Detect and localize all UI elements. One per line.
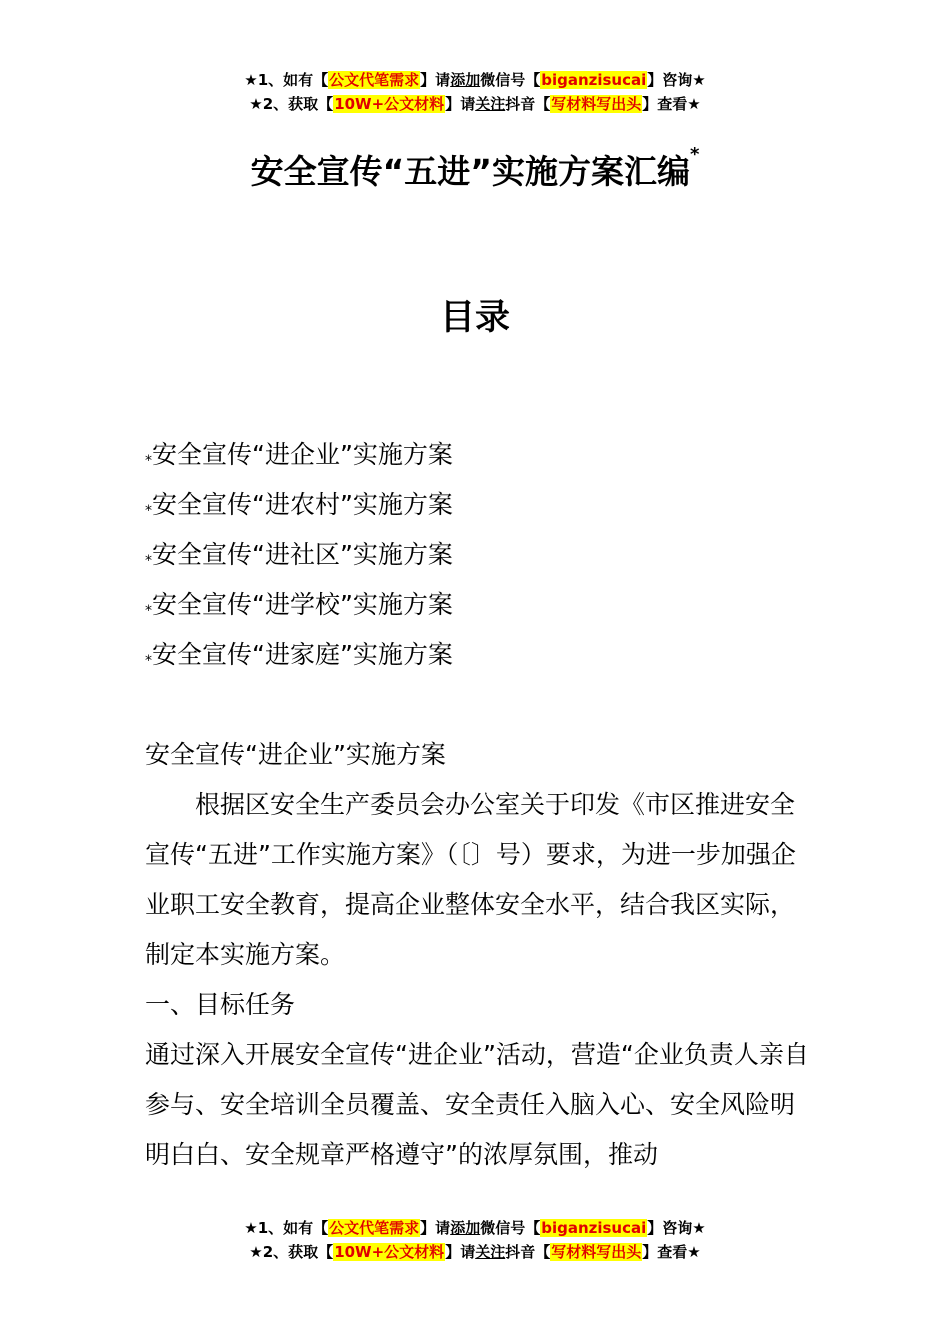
banner-line-2: [0, 1240, 950, 1264]
banner-douyin-account: 写材料写出头: [551, 1243, 642, 1261]
banner-text: 抖音【: [505, 95, 551, 113]
toc-item[interactable]: [145, 630, 453, 680]
banner-text: ★2、获取【: [249, 1243, 334, 1261]
banner-underlined: 关注: [475, 95, 506, 113]
banner-highlight: 公文代笔需求: [329, 1219, 420, 1237]
section-title: 安全宣传“进企业”实施方案: [145, 740, 446, 769]
banner-text: 】查看★: [642, 95, 701, 113]
banner-highlight: 10W+公文材料: [334, 95, 445, 113]
toc-asterisk: *: [145, 653, 152, 669]
banner-line-2: [0, 92, 950, 116]
paragraph: 通过深入开展安全宣传“进企业”活动，营造“企业负责人亲自参与、安全培训全员覆盖、安全责任入脑入心、安全风险明明白白、安全规章严格遵守”的浓厚氛围，推动: [145, 1040, 809, 1169]
toc-item-label: 安全宣传“进企业”实施方案: [152, 440, 453, 469]
toc-item[interactable]: [145, 530, 453, 580]
banner-text: 】请: [420, 1219, 451, 1237]
banner-underlined: 添加: [450, 71, 481, 89]
banner-text: 】咨询★: [647, 71, 706, 89]
toc-item[interactable]: [145, 580, 453, 630]
banner-wechat-id: biganzisucai: [541, 71, 647, 89]
section-heading: 一、目标任务: [145, 990, 296, 1019]
banner-text: 】请: [420, 71, 451, 89]
banner-wechat-id: biganzisucai: [541, 1219, 647, 1237]
toc-item-label: 安全宣传“进学校”实施方案: [152, 590, 453, 619]
banner-text: 】咨询★: [647, 1219, 706, 1237]
paragraph: 根据区安全生产委员会办公室关于印发《市区推进安全宣传“五进”工作实施方案》（〔〕号）要求，为进一步加强企业职工安全教育，提高企业整体安全水平，结合我区实际，制定本实施方案。: [145, 790, 796, 969]
document-title: [0, 146, 950, 193]
toc-asterisk: *: [145, 503, 152, 519]
header-banner: [0, 68, 950, 116]
footer-banner: [0, 1216, 950, 1264]
banner-underlined: 添加: [450, 1219, 481, 1237]
banner-highlight: 10W+公文材料: [334, 1243, 445, 1261]
document-title-text: 安全宣传“五进”实施方案汇编: [250, 152, 690, 191]
toc-asterisk: *: [145, 553, 152, 569]
toc-item-label: 安全宣传“进家庭”实施方案: [152, 640, 453, 669]
banner-text: 】请: [445, 1243, 476, 1261]
banner-highlight: 公文代笔需求: [329, 71, 420, 89]
banner-text: 微信号【: [480, 71, 541, 89]
banner-text: 】请: [445, 95, 476, 113]
toc-item[interactable]: [145, 430, 453, 480]
document-body: [145, 730, 810, 1180]
banner-text: ★2、获取【: [249, 95, 334, 113]
title-asterisk: *: [689, 144, 700, 165]
toc-asterisk: *: [145, 453, 152, 469]
banner-text: ★1、如有【: [244, 71, 329, 89]
toc-item-label: 安全宣传“进社区”实施方案: [152, 540, 453, 569]
banner-text: 】查看★: [642, 1243, 701, 1261]
banner-line-1: [0, 68, 950, 92]
banner-text: ★1、如有【: [244, 1219, 329, 1237]
table-of-contents: [145, 430, 453, 680]
toc-item[interactable]: [145, 480, 453, 530]
toc-asterisk: *: [145, 603, 152, 619]
banner-douyin-account: 写材料写出头: [551, 95, 642, 113]
toc-item-label: 安全宣传“进农村”实施方案: [152, 490, 453, 519]
banner-underlined: 关注: [475, 1243, 506, 1261]
toc-heading: 目录: [439, 298, 510, 338]
banner-text: 微信号【: [480, 1219, 541, 1237]
banner-line-1: [0, 1216, 950, 1240]
banner-text: 抖音【: [505, 1243, 551, 1261]
